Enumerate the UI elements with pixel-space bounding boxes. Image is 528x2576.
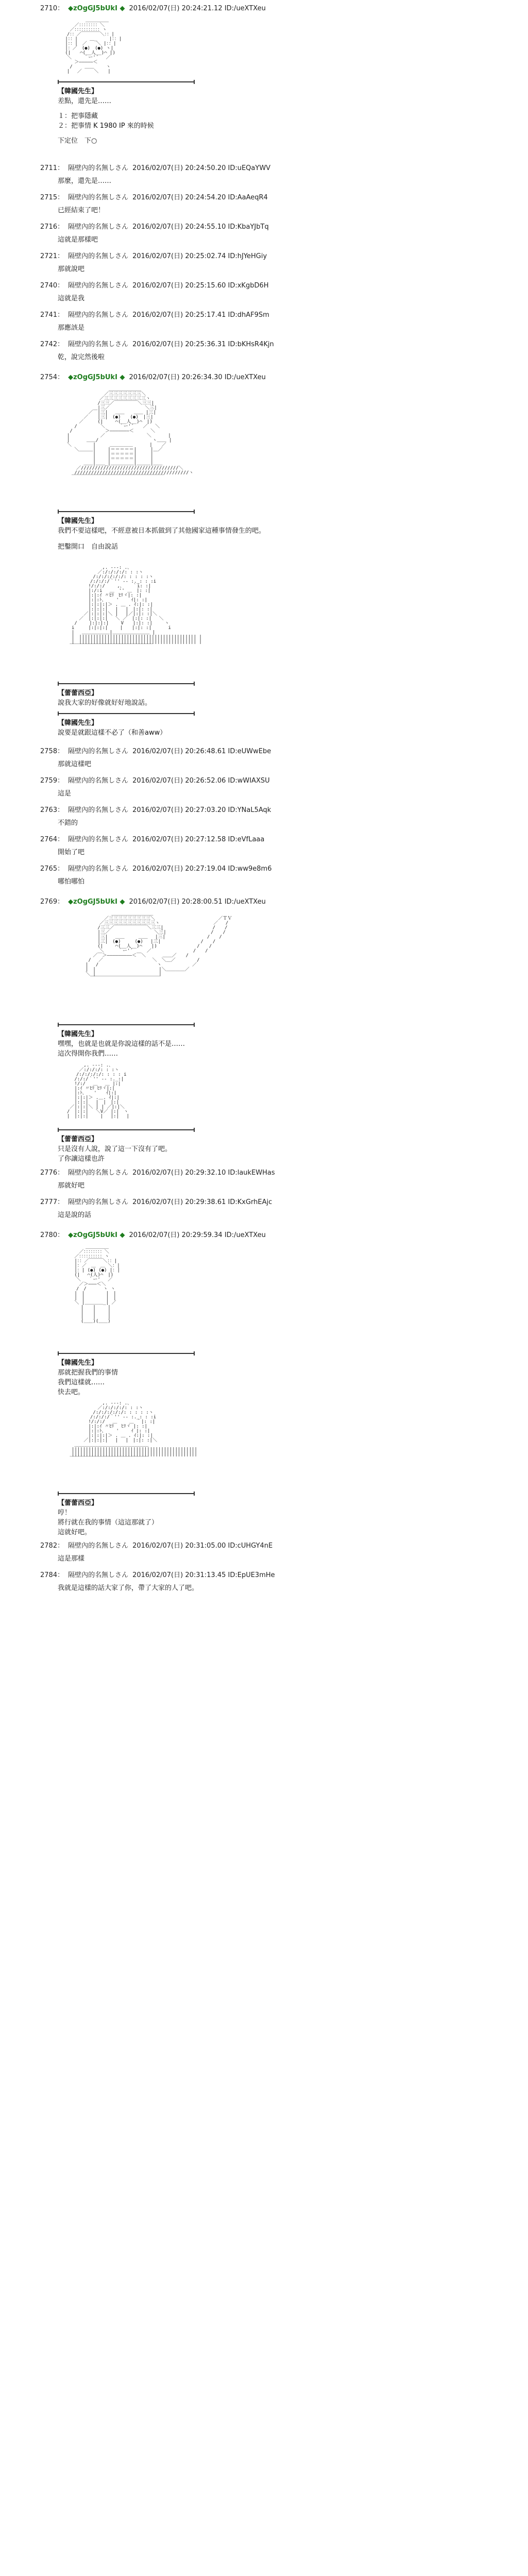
dialog-2: 下定位 下○ <box>58 137 97 145</box>
divider <box>58 713 195 714</box>
divider <box>58 81 195 82</box>
post-body: 這就是我 <box>58 295 85 302</box>
post-body: 那就這樣吧 <box>58 760 92 768</box>
post-body: 已經結束了吧！ <box>58 207 105 214</box>
post-2710 <box>40 4 266 13</box>
post-body: 那麼，還先是…… <box>58 177 112 185</box>
post-2711: 2711： 隔壁內的名無しさん 2016/02/07(日) 20:24:50.20 ID:uEQaYWV 那麼，還先是…… <box>40 164 271 185</box>
post-2765: 2765： 隔壁內的名無しさん 2016/02/07(日) 20:27:19.04 ID:ww9e8m6 哪怕哪怕 <box>40 865 272 886</box>
divider <box>58 1024 195 1025</box>
post-2754: 2754： ◆zOgGJ5bUkI ◆ 2016/02/07(日) 20:26:34.30 ID:/ueXTXeu <box>40 374 266 381</box>
post-2763: 2763： 隔壁內的名無しさん 2016/02/07(日) 20:27:03.20 ID:YNaL5Aqk 不錯的 <box>40 806 271 827</box>
post-2742: 2742： 隔壁內的名無しさん 2016/02/07(日) 20:25:36.31 ID:bKHsR4Kjn 乾，說完然後啦 <box>40 341 274 361</box>
post-body: 這是說的話 <box>58 1211 92 1219</box>
ascii-art-7: ,. -‐-: .､ ／:/:/:/:/: : :ヽ /:/:/:/:/:/: : : : :ヽ /:/:/:/｀'' ‐- :._: : :i !/:/:/ ＿ ＿ ｀|: :| |:|:ｲ 〃ﾋﾘ ﾋﾘヾ |: :| |:|:ﾄ､ ' ｲ |: :| |:|:|:|＞ . ＿ . ｲ:|: :| ／|:|:|:| | | |:|: :|＼ ＿＿＿＿＿＿＿＿＿＿＿＿＿＿＿＿ ||||||||||||||||||||||||||||||||||||||||||||| ||||||||||||||||||||||||||||||||||||||||||||| ￣￣￣￣￣￣￣￣￣￣￣￣￣￣￣￣￣ <box>70 1401 197 1462</box>
post-header <box>40 4 266 13</box>
dialog-4: 把鑿開口 自由說話 <box>58 543 118 551</box>
divider <box>58 511 195 512</box>
post-body: 這是 <box>58 790 72 798</box>
post-2776: 2776： 隔壁內的名無しさん 2016/02/07(日) 20:29:32.10 ID:laukEWHas 那就好吧 <box>40 1169 275 1190</box>
post-2758: 2758： 隔壁內的名無しさん 2016/02/07(日) 20:26:48.61 ID:eUWwEbe 那就這樣吧 <box>40 748 271 768</box>
dialog-1: １：把事隱藏 ２：把事情 K 1980 IP 來的時候 <box>58 112 154 130</box>
post-2759: 2759： 隔壁內的名無しさん 2016/02/07(日) 20:26:52.06 ID:wWIAXSU 這是 <box>40 777 270 798</box>
post-2782: 2782： 隔壁內的名無しさん 2016/02/07(日) 20:31:05.00 ID:cUHGY4nE 這是那樣 <box>40 1542 273 1563</box>
poster-name: ◆zOgGJ5bUkI ◆ <box>68 5 125 12</box>
post-body: 乾，說完然後啦 <box>58 353 105 361</box>
post-2741: 2741： 隔壁內的名無しさん 2016/02/07(日) 20:25:17.41 ID:dhAF9Sm 那應該是 <box>40 311 269 332</box>
ascii-art-4: ＿＿＿＿＿＿＿＿＿ ／三三三三三三三三三＼ ／ＴＶ ／三三三三三三三三三三三ヽ ／ / /三三／￣￣￣￣￣￣￣＼三三| / / |三／ ＼三| / / |三| ＿＿ ＿＿ |三| / / |三| (●) (●) |三| / / (| ⌒(__人__)⌒ |) / / ＼ ｀ー'´ ／ / / ／￣＞―――――――――＜￣＼ ＿＿／ / / ／ ＼ ＼＿／ / | / ヽ ／ | | |＼＿＿＿＿／ ＼ | | ￣￣￣￣￣￣￣￣￣￣￣￣￣￣￣ <box>86 912 232 981</box>
dialog-8: 【蕾蕾西亞】 只是沒有人說，說了這一下沒有了吧。 了你讓這樣也許 <box>58 1136 172 1163</box>
post-2721: 2721： 隔壁內的名無しさん 2016/02/07(日) 20:25:02.74 ID:hJYeHGiy 那就說吧 <box>40 252 267 273</box>
dialog-3: 【韓國先生】 我們不要這樣吧，不經意被日本抓做到了其他國家這種事情發生的吧。 <box>58 517 266 535</box>
dialog-10: 【蕾蕾西亞】 哼！ 將行就在我的事情（這這那就了） 這就好吧。 <box>58 1499 159 1536</box>
ascii-art-3: ,. -‐-: .､ ／:/:/:/:/: : :ヽ /:/:/:/:/:/: : : : :ヽ /:/:/:/｀'' ‐- :._: : :i !/:/:/ ,､ ｀i: :| |:/:i ＿ '' ＿ |: :| |:|:ｲ 〃ﾋﾘ ﾋﾘヾ|: :| |:|:ﾄ､ ' ｲ|: :| |:|:|:|＞ . ＿ . ｲ:|: :| |:|:|:| | | |:|: :| ／|:|:|:|＼ | |／|:|: :|＼ ／ |:|:|:| ＼ ／ |:|: :| ＼ / |:|:|:| V |:|: :| ヽ i |:|:|:| | |:|: :| i | ＿＿＿＿＿＿|＿＿＿＿＿＿＿＿ | | |||||||||||||||||||||||||||||||||||||||||| | | |||||||||||||||||||||||||||||||||||||||||| | ￣￣￣￣￣￣￣￣￣￣￣￣￣￣￣￣￣￣ <box>70 566 202 649</box>
ascii-art-2: ＿＿＿＿＿＿＿ ／三三三三三三三＼ ／三三三三三三三三三ヽ /三三／￣￣￣￣￣＼三三| |三／ ＼三| ／￣|三| ＿＿ ＿＿ |三| ／ |三| (●) (●) |三| ／ (| ⌒(__人__)⌒ |) / ＼ ｀ー'´ ／ ＼ / ＞―――――――＜ ＼ | ／ ＼ | | ＿＿/ ヽ＿＿ | ＼ | ＿＿＿＿＿ | ／ ＼＿＿＿| |＝＝＝＝＝| |＿／ | |＝＝＝＝＝| | | |＝＝＝＝＝| | ＿＿|＿＿_|＿＿＿＿＿|＿＿＿|＿＿ ／///////////////////////////////////＼ /////////////////////////////////////////ヽ ￣￣￣￣￣￣￣￣￣￣￣￣￣￣￣￣￣￣￣￣ <box>67 387 194 480</box>
ascii-art-5: ,. -‐-: .､ ／:/:/:/: : :ヽ /:/:/:/:/: : : : i /:/:/｀'' ‐- :._:| !/:/ ＿ ＿ |:| |:ｲ 〃ﾋﾘ ﾋﾘヾ|:| |:ﾄ､ ' ｲ|:| |:|:|＞ .＿. ｲ|:| |:|:| | | |:| ／|:|:|＼ | | ／|:|＼ / |:|:| ＼V／ |:| ヽ | |:|:| | |:| | <box>67 1063 129 1119</box>
post-2784: 2784： 隔壁內的名無しさん 2016/02/07(日) 20:31:13.45 ID:EpUE3mHe 我就是這樣的話大家了你，帶了大家的人了吧。 <box>40 1571 275 1592</box>
divider <box>58 1353 195 1354</box>
dialog-9: 【韓國先生】 那就把握我們的事情 我們這樣就…… 快去吧。 <box>58 1359 118 1396</box>
post-body: 我就是這樣的話大家了你，帶了大家的人了吧。 <box>58 1584 199 1592</box>
post-body: 那應該是 <box>58 324 85 332</box>
divider <box>58 1493 195 1494</box>
dialog-5: 【蕾蕾西亞】 說我大家的好像就好好地說話。 <box>58 689 152 707</box>
post-2740: 2740： 隔壁內的名無しさん 2016/02/07(日) 20:25:15.60 ID:xKgbD6H 這就是我 <box>40 282 269 302</box>
ascii-art-1: ＿＿＿＿＿ ／：：：：：：：：＼ ／：：：：：：：：：：：ヽ /：：／￣￣￣￣＼：：| |：：| ＿_ |：：| |：：| ／ ＼ |：：| |：／ (●) (●) ヽ| (| ⌒(__人__)⌒ |) ＼ ｀ー'´ ／ ＞―――――＜ / ＿＿ ヽ | ／ ＼ | <box>65 19 122 74</box>
post-2764: 2764： 隔壁內的名無しさん 2016/02/07(日) 20:27:12.58 ID:eVfLaaa 開始了吧 <box>40 836 265 856</box>
post-2715: 2715： 隔壁內的名無しさん 2016/02/07(日) 20:24:54.20 ID:AaAeqR4 已經結束了吧！ <box>40 194 268 214</box>
post-2780: 2780： ◆zOgGJ5bUkI ◆ 2016/02/07(日) 20:29:59.34 ID:/ueXTXeu <box>40 1231 266 1239</box>
post-body: 不錯的 <box>58 819 78 827</box>
divider <box>58 683 195 684</box>
post-body: 開始了吧 <box>58 849 85 856</box>
post-2777: 2777： 隔壁內的名無しさん 2016/02/07(日) 20:29:38.61 ID:KxGrhEAjc 這是說的話 <box>40 1198 272 1219</box>
post-number: 2710： <box>40 5 64 12</box>
divider <box>58 1129 195 1130</box>
post-body: 那就說吧 <box>58 265 85 273</box>
post-body: 哪怕哪怕 <box>58 878 85 886</box>
post-date: 2016/02/07(日) 20:24:21.12 ID:/ueXTXeu <box>129 5 266 12</box>
dialog-0: 【韓國先生】 差點，還先是…… <box>58 88 112 105</box>
post-body: 這是那樣 <box>58 1555 85 1563</box>
dialog-6: 【韓國先生】 說要是就跟這樣不必了（和善aww） <box>58 719 167 737</box>
post-body: 那就好吧 <box>58 1182 85 1190</box>
post-2769: 2769： ◆zOgGJ5bUkI ◆ 2016/02/07(日) 20:28:00.51 ID:/ueXTXeu <box>40 898 266 906</box>
post-body: 這就是那樣吧 <box>58 236 98 244</box>
ascii-art-6: ＿＿＿＿＿ ／：：：：：：：：＼ ／：：：：：：：：：：ヽ |：：／￣￣￣＼：：| |：／ ＿ ＿ ＼：| |：| (●) (●) |：| (| ⌒(人)⌒ |) ＼ ｀ー' ／ ／＞―――＜＼ / / ヽ ヽ | | | | | | | | ＼ |＿＿＿＿_| ／ | | | | | | | | | (＿＿)(＿＿) <box>74 1245 120 1324</box>
post-2716: 2716： 隔壁內的名無しさん 2016/02/07(日) 20:24:55.10 ID:KbaYJbTq 這就是那樣吧 <box>40 223 269 244</box>
dialog-7: 【韓國先生】 嘿嘿，也就是也就是你說這樣的話不是…… 這次得開你我們…… <box>58 1030 185 1058</box>
